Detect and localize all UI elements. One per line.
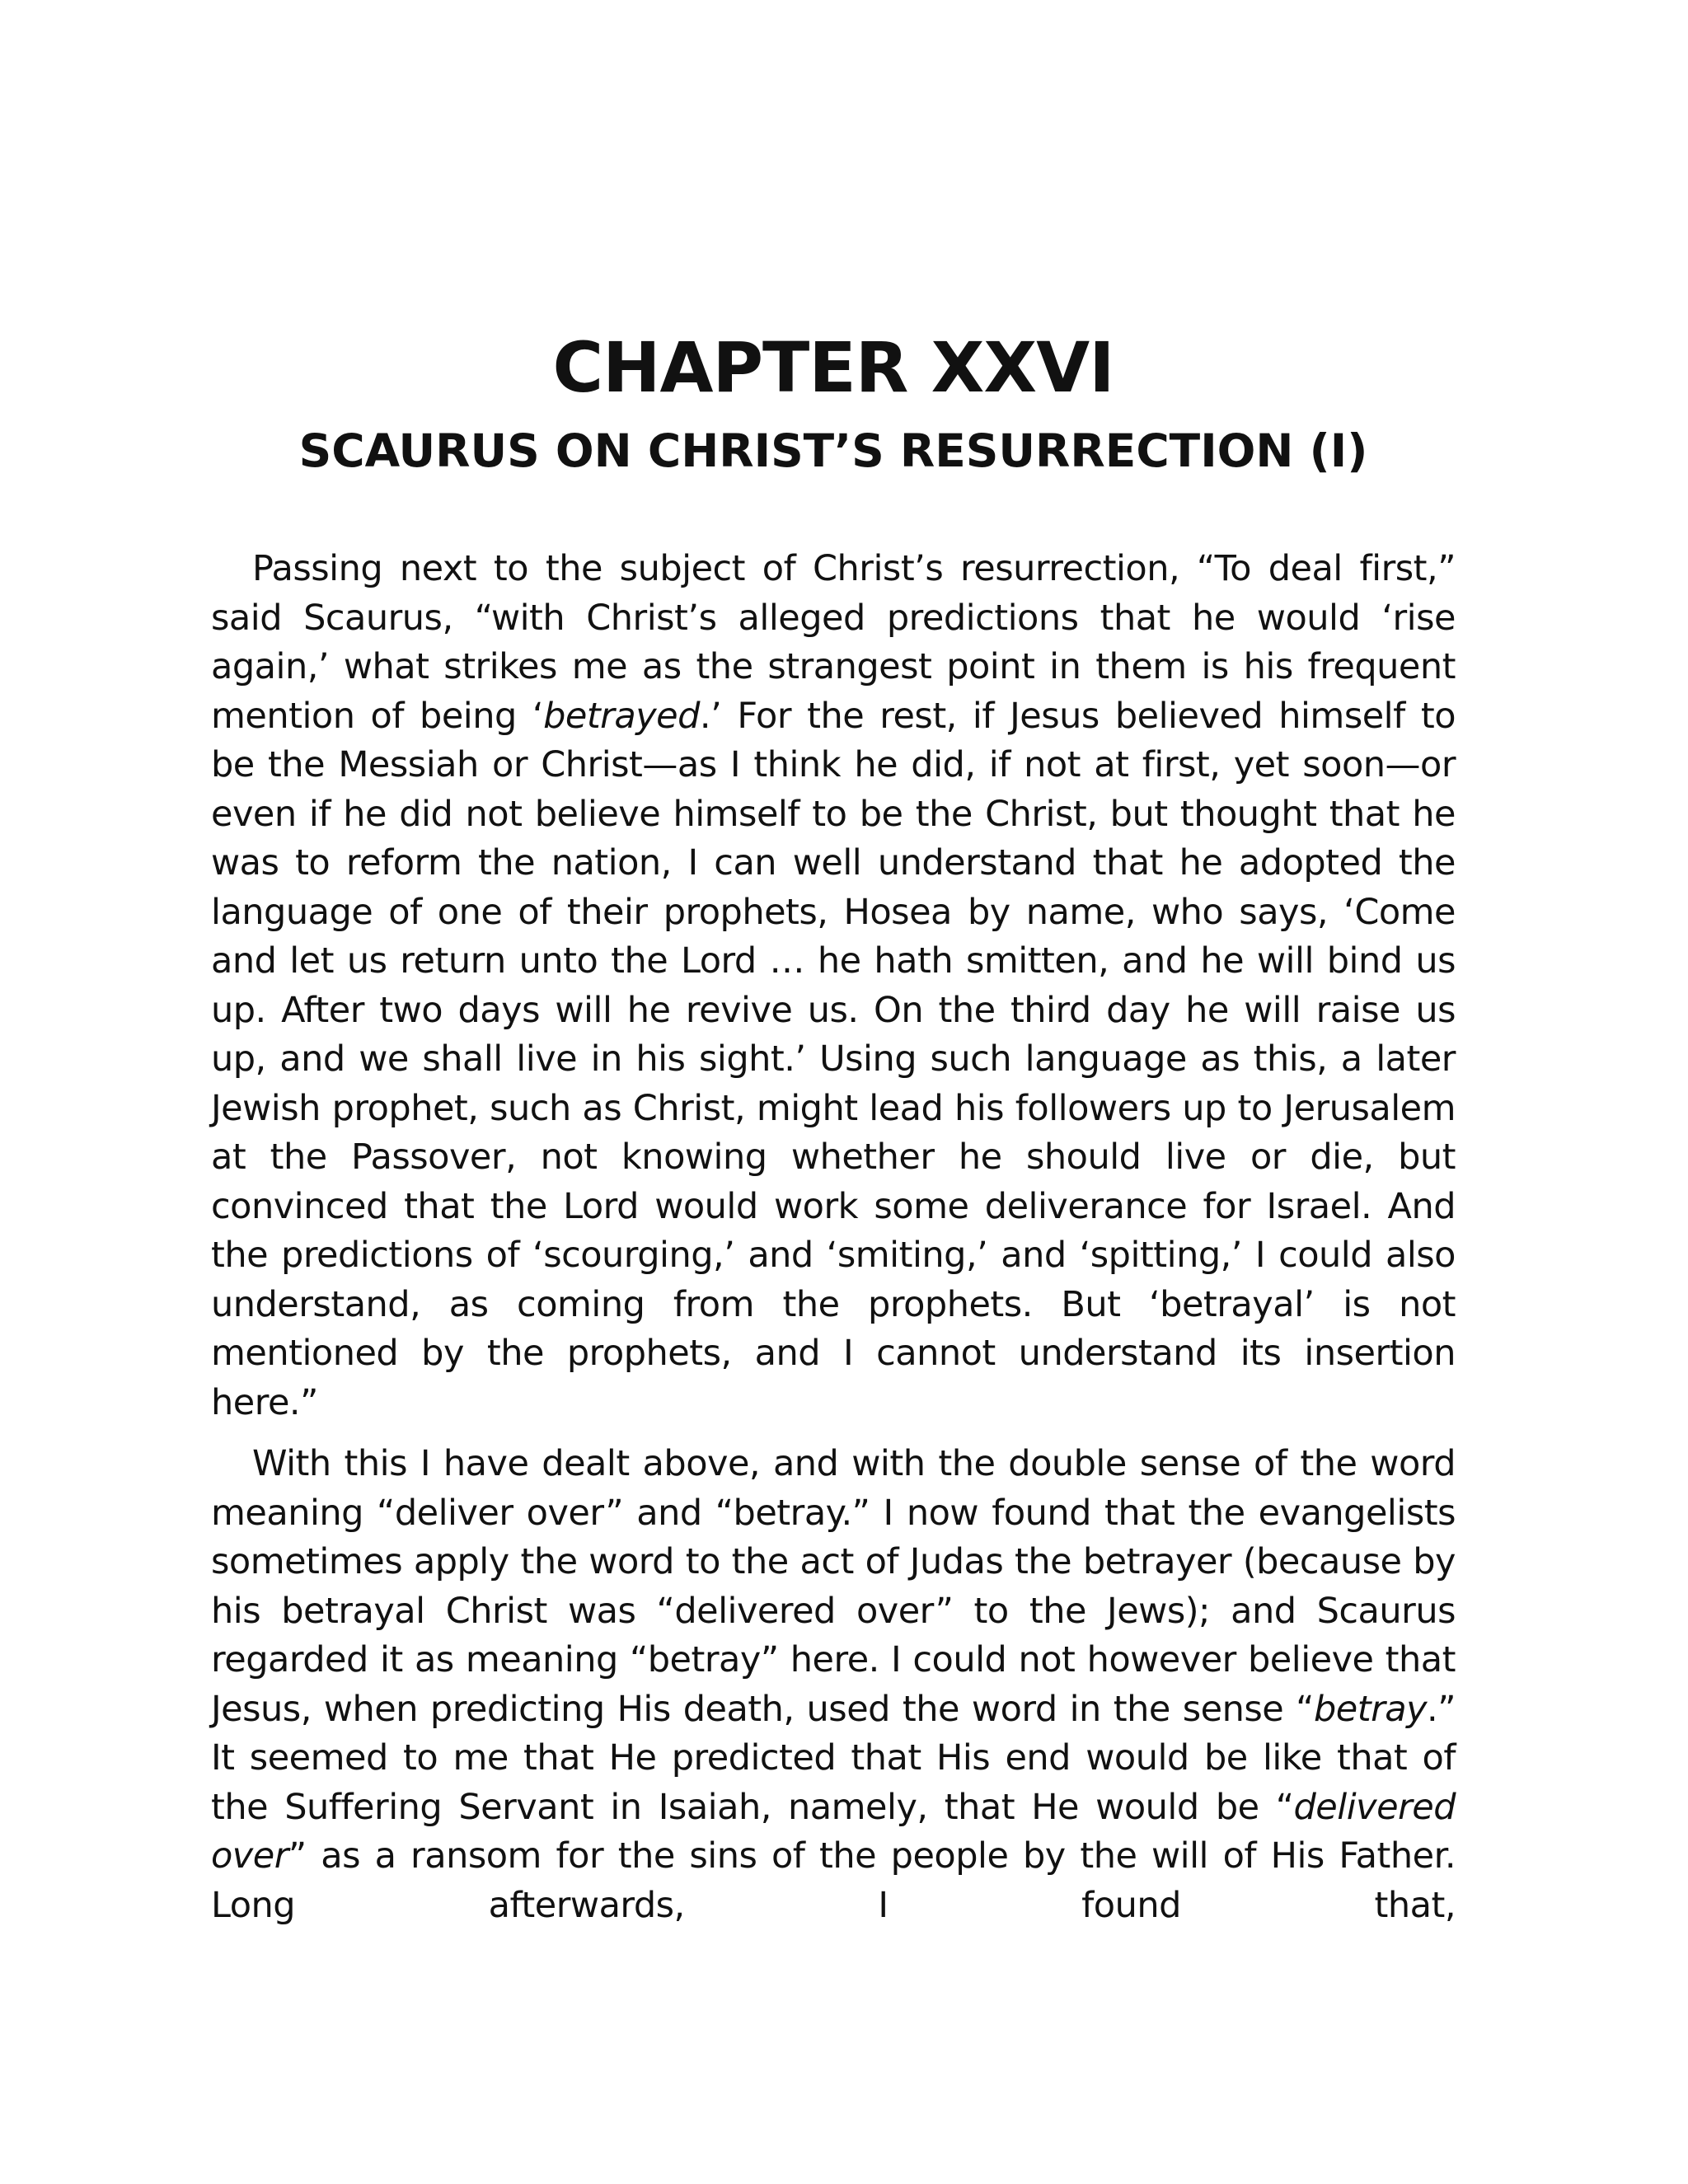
paragraph bbox=[211, 1440, 1456, 1930]
chapter-number: CHAPTER XXVI bbox=[552, 327, 1114, 408]
chapter-title: SCAURUS ON CHRIST’S RESURRECTION (I) bbox=[298, 424, 1368, 477]
italic-text-run: betray bbox=[1313, 1688, 1428, 1730]
text-run: With this I have dealt above, and with the double sense of the word meaning “deliver over” and “betray.” I now found that the evangelists sometimes apply the word to the act of Judas the betrayer (because by his betrayal Christ was “delivered over” to the Jews); and Scaurus regarded it as meaning “betray” here. I could not however believe that Jesus, when predicting His death, used the word in the sense “ bbox=[211, 1443, 1456, 1730]
chapter-body bbox=[211, 545, 1456, 1930]
italic-text-run: betrayed bbox=[543, 695, 700, 737]
paragraph bbox=[211, 545, 1456, 1427]
italic-text-run: delivered over bbox=[211, 1786, 1456, 1877]
text-run: .’ For the rest, if Jesus believed himself to be the Messiah or Christ—as I think he did, if not at first, yet soon—or even if he did not believe himself to be the Christ, but thought that he was to reform the nation, I can well understand that he adopted the language of one of their prophets, Hosea by name, who says, ‘Come and let us return unto the Lord … he hath smitten, and he will bind us up. After two days will he revive us. On the third day he will raise us up, and we shall live in his sight.’ Using such language as this, a later Jewish prophet, such as Christ, might lead his followers up to Jerusalem at the Passover, not knowing whether he should live or die, but convinced that the Lord would work some deliverance for Israel. And the predictions of ‘scourging,’ and ‘smiting,’ and ‘spitting,’ I could also understand, as coming from the prophets. But ‘betrayal’ is not mentioned by the prophets, and I cannot understand its insertion here.” bbox=[211, 695, 1456, 1423]
text-run: ” as a ransom for the sins of the people by the will of His Father. Long afterwards, I found that, bbox=[211, 1835, 1456, 1926]
book-page bbox=[211, 0, 1456, 2184]
text-run: Passing next to the subject of Christ’s resurrection, “To deal first,” said Scaurus, “with Christ’s alleged predictions that he would ‘rise again,’ what strikes me as the strangest point in them is his frequent mention of being ‘ bbox=[211, 548, 1456, 737]
text-run: .” It seemed to me that He predicted that His end would be like that of the Suffering Servant in Isaiah, namely, that He would be “ bbox=[211, 1688, 1456, 1828]
